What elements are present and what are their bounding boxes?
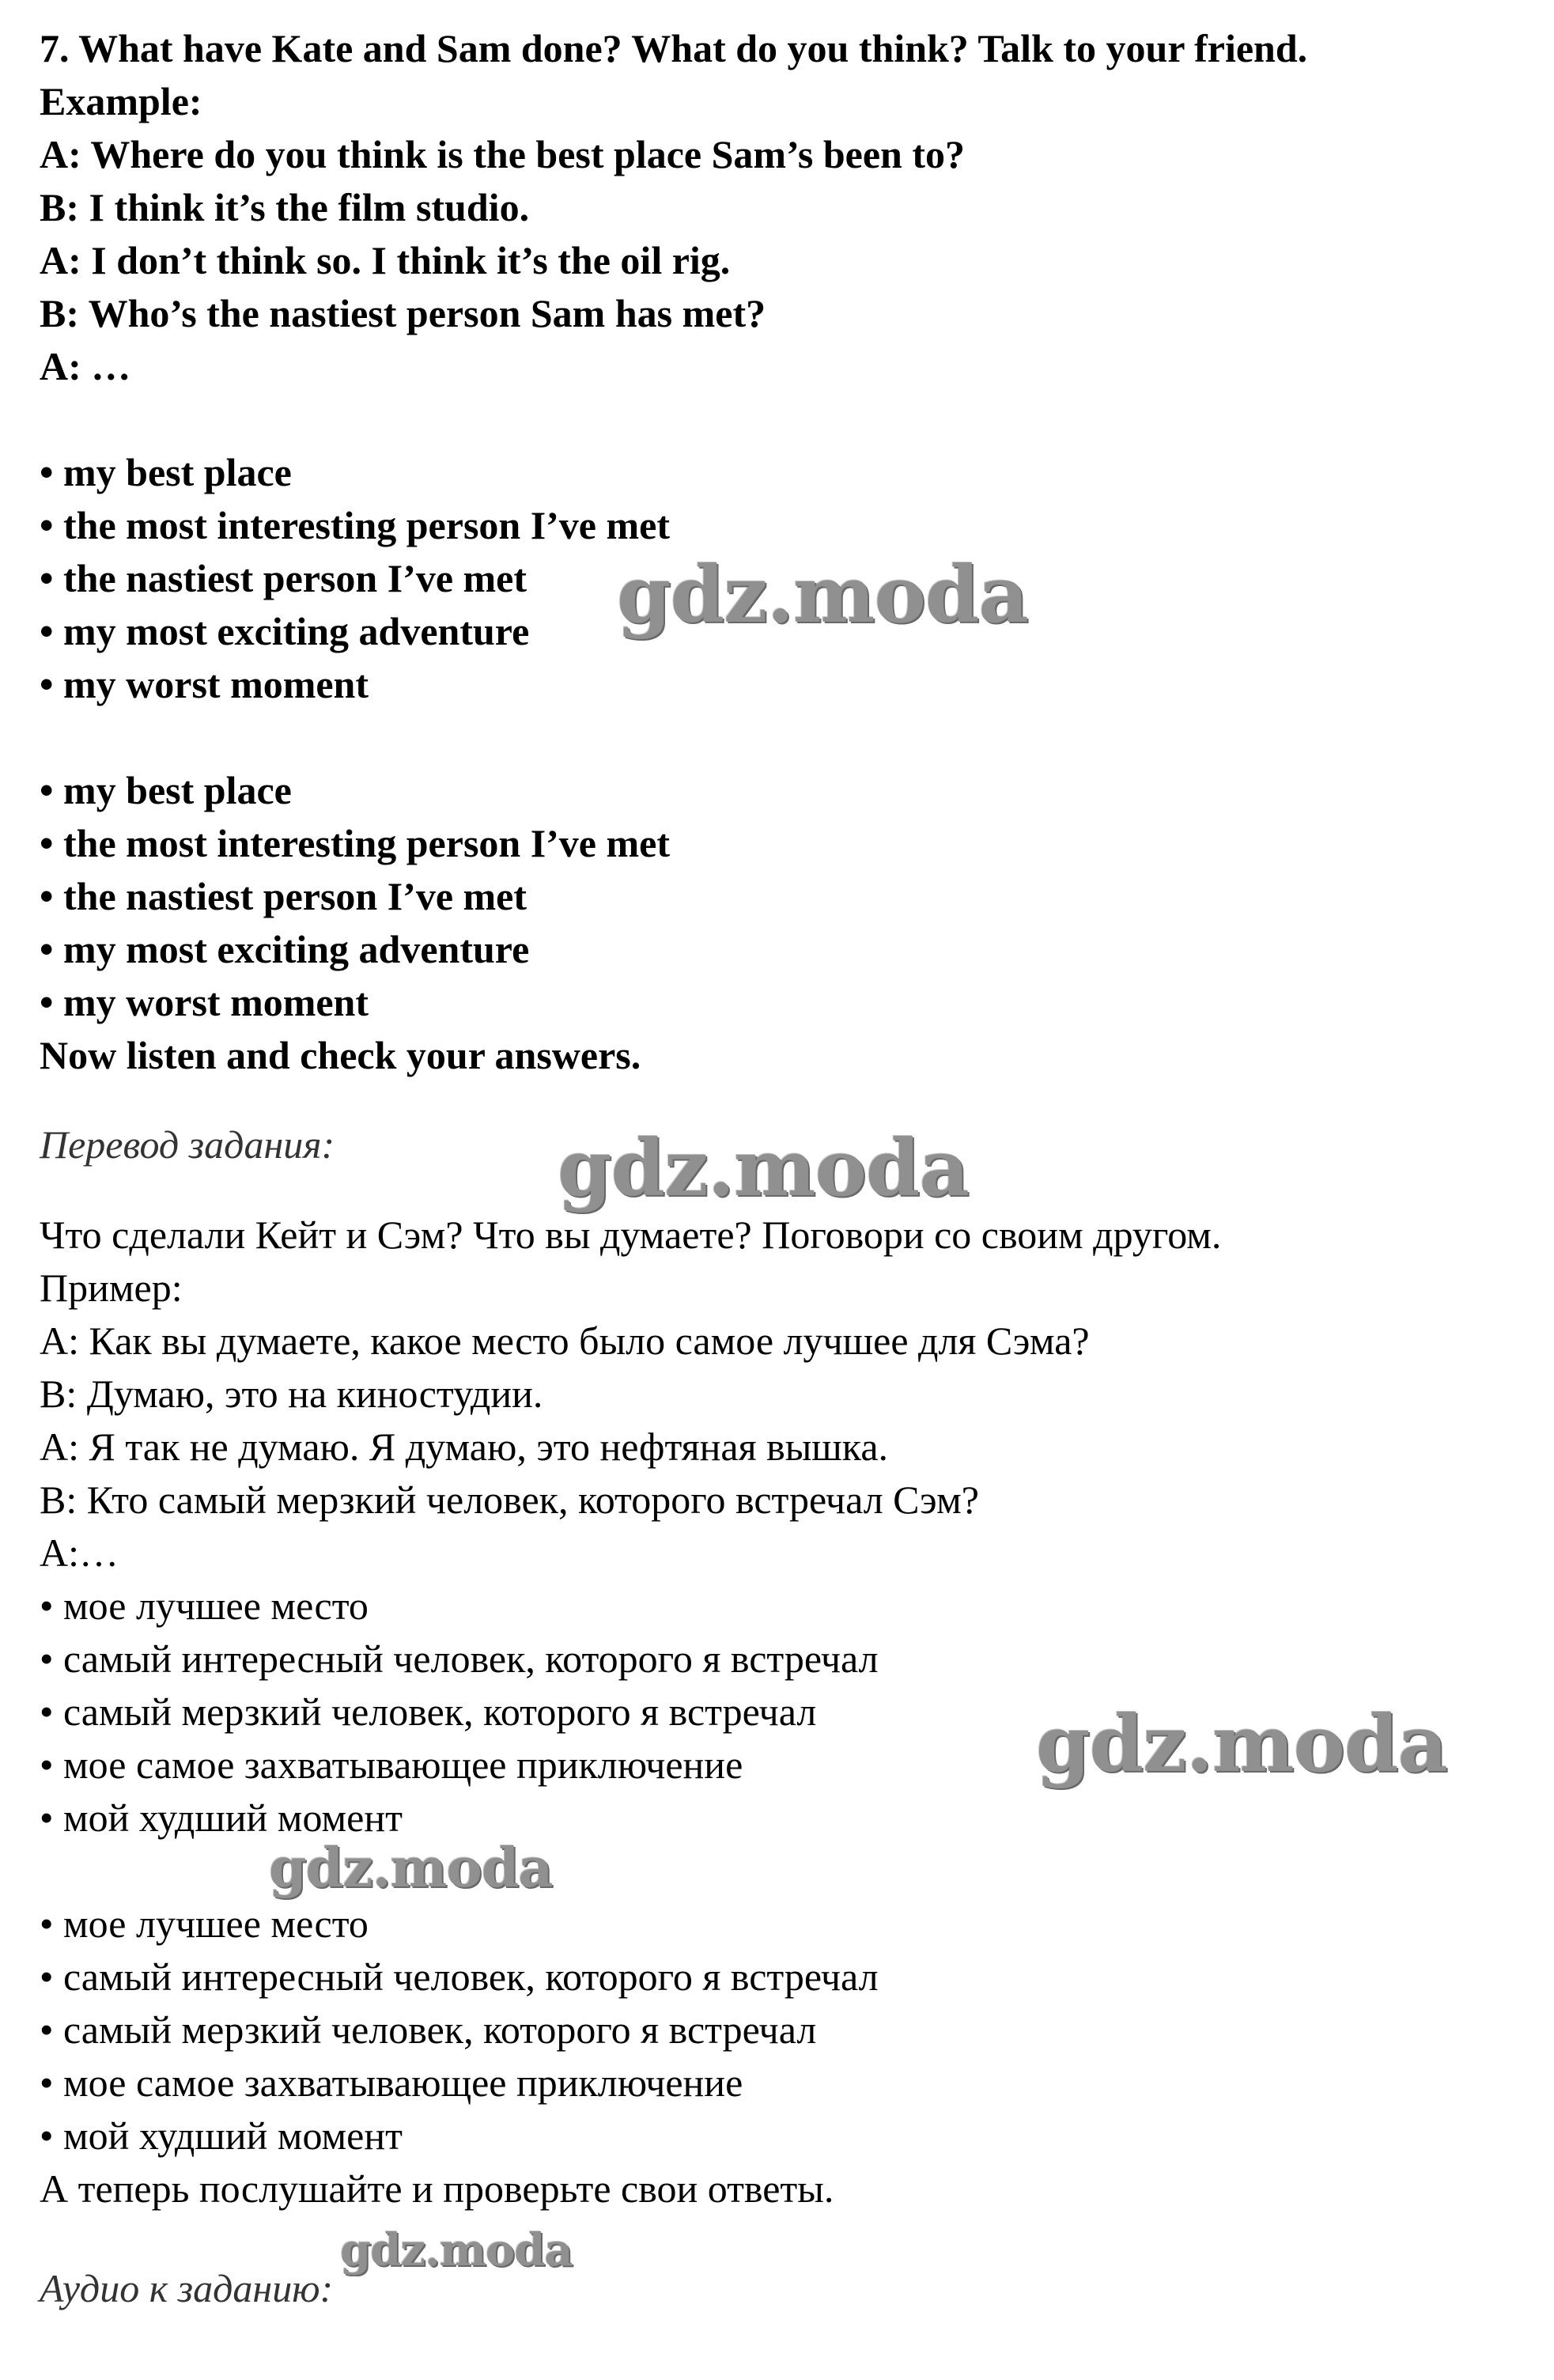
dialogue-line: A: Where do you think is the best place Sam’s been to? <box>40 132 965 176</box>
dialogue-line: B: Who’s the nastiest person Sam has met? <box>40 291 766 335</box>
list-item: • my best place <box>40 768 292 812</box>
translation-list-item: • самый мерзкий человек, которого я встречал <box>40 2007 817 2052</box>
translation-dialogue-line: А: Как вы думаете, какое место было самое лучшее для Сэма? <box>40 1319 1090 1363</box>
dialogue-line: B: I think it’s the film studio. <box>40 185 530 229</box>
translation-list-item: • мое самое захватывающее приключение <box>40 1742 743 1787</box>
translation-dialogue-line: В: Думаю, это на киностудии. <box>40 1372 543 1416</box>
list-item: • the most interesting person I’ve met <box>40 503 670 547</box>
translation-dialogue-line: А: Я так не думаю. Я думаю, это нефтяная вышка. <box>40 1425 889 1469</box>
watermark: gdz.moda <box>1036 1699 1447 1790</box>
translation-list-item: • мой худший момент <box>40 1795 403 1840</box>
translation-list-item: • самый интересный человек, которого я встречал <box>40 1636 879 1681</box>
translation-heading: Перевод задания: <box>40 1122 335 1167</box>
list-item: • my most exciting adventure <box>40 609 530 653</box>
translation-title: Что сделали Кейт и Сэм? Что вы думаете? Поговори со своим другом. <box>40 1213 1222 1257</box>
watermark: gdz.moda <box>269 1837 553 1900</box>
list-item: • the most interesting person I’ve met <box>40 821 670 865</box>
list-item: • my best place <box>40 450 292 494</box>
audio-heading: Аудио к заданию: <box>40 2266 334 2310</box>
watermark: gdz.moda <box>340 2224 573 2276</box>
watermark: gdz.moda <box>617 550 1028 641</box>
watermark: gdz.moda <box>558 1123 969 1214</box>
closing-instruction: Now listen and check your answers. <box>40 1033 641 1077</box>
example-label: Example: <box>40 79 202 123</box>
translation-dialogue-line: В: Кто самый мерзкий человек, которого встречал Сэм? <box>40 1478 979 1522</box>
list-item: • my worst moment <box>40 662 369 706</box>
translation-list-item: • мое самое захватывающее приключение <box>40 2060 743 2105</box>
translation-list-item: • самый мерзкий человек, которого я встречал <box>40 1689 817 1734</box>
translation-list-item: • мой худший момент <box>40 2113 403 2158</box>
list-item: • my most exciting adventure <box>40 927 530 971</box>
translation-list-item: • мое лучшее место <box>40 1901 369 1946</box>
list-item: • my worst moment <box>40 980 369 1024</box>
translation-list-item: • самый интересный человек, которого я встречал <box>40 1954 879 1999</box>
translation-list-item: • мое лучшее место <box>40 1584 369 1628</box>
dialogue-line: A: … <box>40 344 131 388</box>
list-item: • the nastiest person I’ve met <box>40 556 527 600</box>
translation-dialogue-line: А:… <box>40 1531 119 1575</box>
dialogue-line: A: I don’t think so. I think it’s the oil rig. <box>40 238 731 282</box>
translation-closing: А теперь послушайте и проверьте свои ответы. <box>40 2166 834 2211</box>
task-title: 7. What have Kate and Sam done? What do you think? Talk to your friend. <box>40 26 1308 70</box>
translation-example-label: Пример: <box>40 1266 183 1310</box>
list-item: • the nastiest person I’ve met <box>40 874 527 918</box>
